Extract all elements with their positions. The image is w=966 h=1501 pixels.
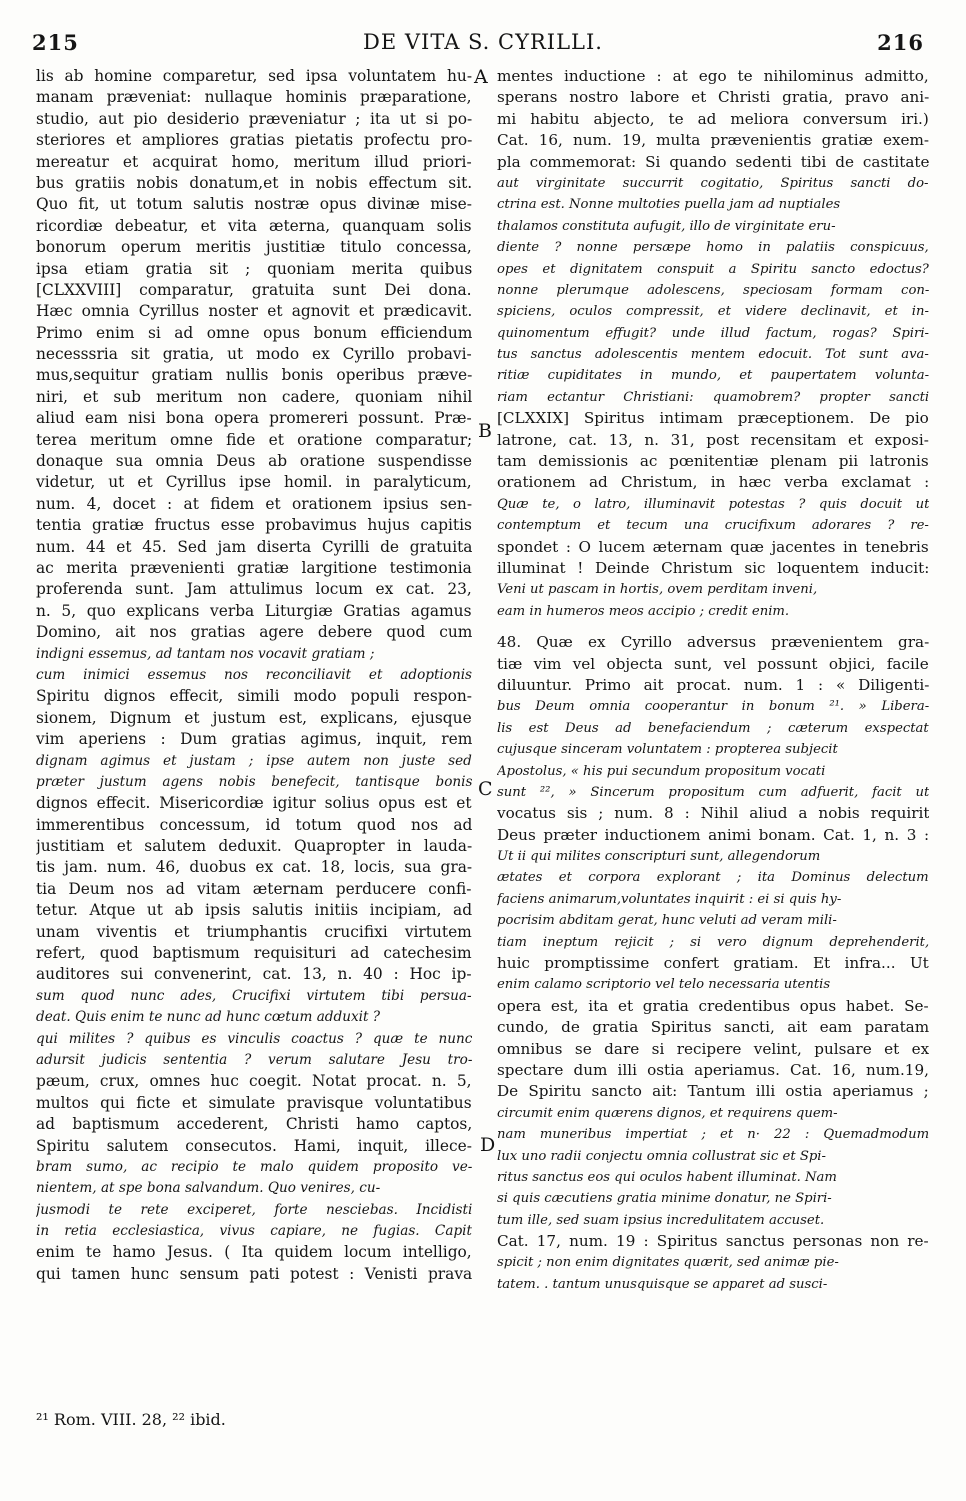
text-line: refert, quod baptismum requisituri ad catechesim [36,944,472,963]
text-line: tetur. Atque ut ab ipsis salutis initiis incipiam, ad [36,901,472,920]
text-line: thalamos constituta aufugit, illo de virginitate eru- [497,218,836,234]
text-line: tum ille, sed suam ipsius incredulitatem accuset. [497,1212,825,1228]
text-line: spectare dum illi ostia aperiamus. Cat. 16, num.19, [497,1060,929,1079]
text-line: ritiæ cupiditates in mundo, et paupertatem volunta- [497,368,929,384]
text-line: enim te hamo Jesus. ( Ita quidem locum intelligo, [36,1243,472,1262]
section-marker-c: C [478,778,493,800]
text-line: immerentibus concessum, id totum quod nos ad [36,815,472,834]
text-line: si quis cæcutiens gratia minime donatur, ne Spiri- [497,1191,832,1207]
text-line: bonorum operum meritis justitiæ titulo concessa, [36,238,472,257]
page-number-right: 216 [877,30,924,55]
text-line: ætates et corpora explorant ; ita Dominus delectum [497,870,929,886]
text-line: cundo, de gratia Spiritus sancti, ait eam paratam [497,1018,929,1037]
text-line: lux uno radii conjectu omnia collustrat sic et Spi- [497,1148,826,1164]
text-line: pla commemorat: Si quando sedenti tibi de castitate [497,152,929,171]
text-line: pæum, crux, omnes huc coegit. Notat procat. n. 5, [36,1072,472,1091]
text-line: dignos effecit. Misericordiæ igitur solius opus est et [36,794,472,813]
text-line: Deus præter inductionem animi bonam. Cat. 1, n. 3 : [497,825,929,844]
text-line: adursit judicis sententia ? verum salutare Jesu tro- [36,1051,472,1068]
text-line: pocrisim abditam gerat, hunc veluti ad veram mili- [497,913,837,929]
running-title: DE VITA S. CYRILLI. [363,30,603,54]
text-line: aut virginitate succurrit cogitatio, Spiritus sancti do- [497,175,929,191]
text-line: huic promptissime confert gratiam. Et infra... Ut [497,954,929,973]
text-line: num. 44 et 45. Sed jam diserta Cyrilli de gratuita [36,537,472,556]
text-line: ad baptismum accederent, Christi hamo captos, [36,1115,472,1134]
section-marker-b: B [478,420,492,442]
text-line: sperans nostro labore et Christi gratia, pravo ani- [497,88,929,107]
text-line: lis est Deus ad benefaciendum ; cæterum exspectat [497,720,929,736]
text-line: De Spiritu sancto ait: Tantum illi ostia aperiamus ; [497,1082,929,1101]
text-line: bram sumo, ac recipio te malo quidem proposito ve- [36,1158,472,1175]
text-line: Veni ut pascam in hortis, ovem perditam inveni, [497,582,818,598]
text-line: manam præveniat: nullaque hominis præparatione, [36,88,472,107]
text-line: Quæ te, o latro, illuminavit potestas ? quis docuit ut [497,496,929,512]
text-line: Primo enim si ad omne opus bonum efficiendum [36,323,472,342]
text-line: auditores sui convenerint, cat. 13, n. 40 : Hoc ip- [36,965,472,984]
text-line: videtur, ut et Cyrillus ipse homil. in paralyticum, [36,473,472,492]
text-line: steriores et ampliores gratias pietatis profectu pro- [36,131,472,150]
text-line: mi habitu abjecto, te ad meliora conversum iri.) [497,109,929,128]
right-column [497,66,929,1295]
text-line: ac merita prævenienti gratiæ largitione testimonia [36,558,472,577]
text-line: præter justum agens nobis benefecit, tantisque bonis [36,773,472,790]
text-line: Quo fit, ut totum salutis nostræ opus divinæ mise- [36,195,472,214]
text-line: indigni essemus, ad tantam nos vocavit gratiam ; [36,645,375,662]
text-line: nam muneribus impertiat ; et n· 22 : Quemadmodum [497,1127,929,1143]
text-line: vocatus sis ; num. 8 : Nihil aliud a nobis requirit [497,804,929,823]
left-column [36,66,472,1285]
text-line: [CLXXVIII] comparatur, gratuita sunt Dei dona. [36,280,472,299]
text-line: aliud eam nisi bona opera promereri possunt. Præ- [36,409,472,428]
text-line: unam viventis et triumphantis crucifixi virtutem [36,922,472,941]
text-line: n. 5, quo explicans verba Liturgiæ Gratias agamus [36,601,472,620]
text-line: circumit enim quærens dignos, et requirens quem- [497,1105,838,1121]
text-line: faciens animarum,voluntates inquirit : ei si quis hy- [497,891,842,907]
text-line: tiæ vim vel objecta sunt, vel possunt objici, facile [497,654,929,673]
text-line: enim calamo scriptorio vel telo necessaria utentis [497,977,831,993]
text-line: qui tamen hunc sensum pati potest : Venisti prava [36,1264,472,1283]
text-line: omnibus se dare si recipere velint, pulsare et ex [497,1039,929,1058]
running-header [0,30,966,60]
text-line: deat. Quis enim te nunc ad hunc cœtum adduxit ? [36,1009,381,1026]
text-line: Hæc omnia Cyrillus noster et agnovit et prædicavit. [36,302,472,321]
text-line: mentes inductione : at ego te nihilominus admitto, [497,67,929,85]
text-line: illuminat ! Deinde Christum sic loquentem inducit: [497,558,929,577]
text-line: Ut ii qui milites conscripturi sunt, allegendorum [497,849,821,865]
text-line: sum quod nunc ades, Crucifixi virtutem tibi persua- [36,987,472,1004]
text-line: Apostolus, « his pui secundum propositum vocati [497,763,826,779]
text-line: nientem, at spe bona salvandum. Quo venires, cu- [36,1180,381,1197]
page-number-left: 215 [32,30,79,55]
text-line: terea meritum omne fide et oratione comparatur; [36,430,472,449]
text-line: tis jam. num. 46, duobus ex cat. 18, locis, sua gra- [36,858,472,877]
paragraph-gap [497,622,929,632]
text-line: eam in humeros meos accipio ; credit enim. [497,603,790,619]
text-line: ipsa etiam gratia sit ; quoniam merita quibus [36,259,472,278]
section-marker-a: A [474,66,488,88]
text-line: riam ectantur Christiani: quamobrem? propter sancti [497,389,929,405]
text-line: donaque sua omnia Deus ab oratione suspendisse [36,452,472,471]
text-line: Spiritu salutem consecutos. Hami, inquit, illece- [36,1136,472,1155]
text-line: qui milites ? quibus es vinculis coactus ? quæ te nunc [36,1030,472,1047]
text-line: ritus sanctus eos qui oculos habent illuminat. Nam [497,1169,837,1185]
text-line: lis ab homine comparetur, sed ipsa voluntatem hu- [36,67,472,85]
text-line: diluuntur. Primo ait procat. num. 1 : « Diligenti- [497,675,929,694]
text-line: tus sanctus adolescentis mentem edocuit. Tot sunt ava- [497,347,929,363]
text-line: spiciens, oculos compressit, et videre declinavit, et in- [497,304,929,320]
text-line: num. 4, docet : at fidem et orationem ipsius sen- [36,494,472,513]
section-marker-d: D [480,1134,496,1156]
text-line: vim aperiens : Dum gratias agimus, inquit, rem [36,730,472,749]
text-line: justitiam et salutem deduxit. Quapropter in lauda- [36,837,472,856]
text-line: Cat. 16, num. 19, multa prævenientis gratiæ exem- [497,131,929,150]
text-line: sionem, Dignum et justum est, explicans, ejusque [36,708,472,727]
text-line: cum inimici essemus nos reconciliavit et adoptionis [36,666,472,683]
text-line: necesssria sit gratia, ut modo ex Cyrillo probavi- [36,345,472,364]
text-line: niri, et sub meritum non cadere, quoniam nihil [36,387,472,406]
text-line: latrone, cat. 13, n. 31, post recensitam et exposi- [497,430,929,449]
text-line: quinomentum effugit? unde illud factum, rogas? Spiri- [497,325,929,341]
text-line: diente ? nonne persæpe homo in palatiis conspicuus, [497,240,929,256]
text-line: studio, aut pio desiderio præveniatur ; ita ut si po- [36,109,472,128]
text-line: [CLXXIX] Spiritus intimam præceptionem. De pio [497,409,929,428]
text-line: dignam agimus et justam ; ipse autem non juste sed [36,752,472,769]
text-line: multos qui ficte et simulate pravisque voluntatibus [36,1093,472,1112]
text-line: contemptum et tecum una crucifixum adorares ? re- [497,518,929,534]
text-line: orationem ad Christum, in hæc verba exclamat : [497,473,929,492]
text-line: Domino, ait nos gratias agere debere quod cum [36,623,472,642]
text-line: Spiritu dignos effecit, simili modo populi respon- [36,687,472,706]
text-line: nonne plerumque adolescens, speciosam formam con- [497,282,929,298]
text-line: spondet : O lucem æternam quæ jacentes in tenebris [497,537,929,556]
text-line: spicit ; non enim dignitates quærit, sed animæ pie- [497,1255,839,1271]
text-line: in retia ecclesiastica, vivus capiare, ne fugias. Capit [36,1223,472,1240]
text-line: opes et dignitatem conspuit a Spiritu sancto edoctus? [497,261,929,277]
text-line: tam demissionis ac pœnitentiæ plenam pii latronis [497,452,929,471]
text-line: mereatur et acquirat homo, meritum illud priori- [36,152,472,171]
text-line: bus gratiis nobis donatum,et in nobis effectum sit. [36,173,472,192]
text-line: Cat. 17, num. 19 : Spiritus sanctus personas non re- [497,1232,929,1251]
text-line: proferenda sunt. Jam attulimus locum ex cat. 23, [36,580,472,599]
text-line: mus,sequitur gratiam nullis bonis operibus præve- [36,366,472,385]
text-line: bus Deum omnia cooperantur in bonum ²¹. » Libera- [497,699,929,715]
text-line: tatem. . tantum unusquisque se apparet ad susci- [497,1276,828,1292]
footnote: ²¹ Rom. VIII. 28, ²² ibid. [36,1410,226,1429]
text-line: tiam ineptum rejicit ; si vero dignum deprehenderit, [497,934,929,950]
text-line: opera est, ita et gratia credentibus opus habet. Se- [497,996,929,1015]
text-line: tia Deum nos ad vitam æternam perducere confi- [36,879,472,898]
text-line: tentia gratiæ fructus esse probavimus hujus capitis [36,516,472,535]
text-line: 48. Quæ ex Cyrillo adversus prævenientem gra- [497,633,929,652]
text-line: sunt ²², » Sincerum propositum cum adfuerit, facit ut [497,784,929,800]
text-line: ctrina est. Nonne multoties puella jam ad nuptiales [497,197,841,213]
text-line: ricordiæ debeatur, et vita æterna, quanquam solis [36,216,472,235]
text-line: cujusque sinceram voluntatem : propterea subjecit [497,742,838,758]
text-line: jusmodi te rete exciperet, forte nesciebas. Incidisti [36,1201,472,1218]
